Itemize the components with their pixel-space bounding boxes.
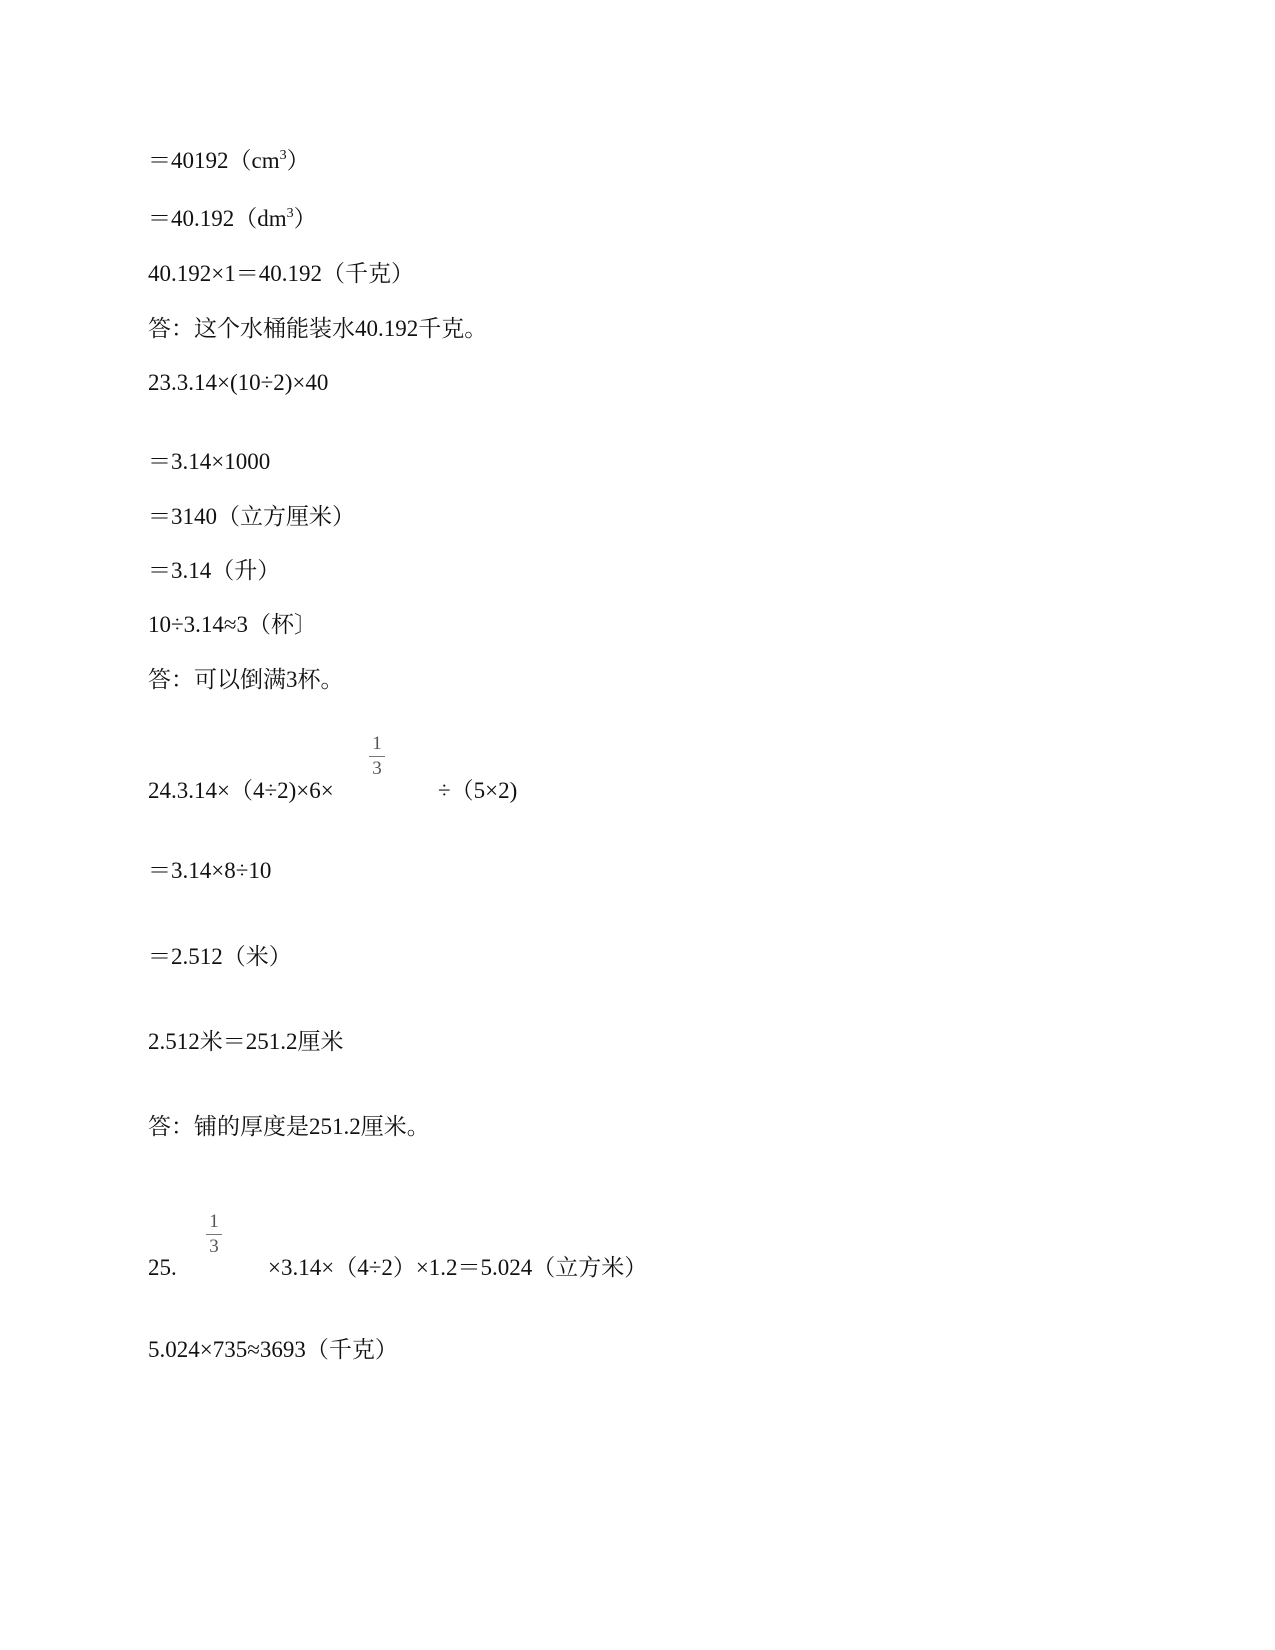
line-answer-24: 答：铺的厚度是251.2厘米。 [148,1114,430,1139]
fraction-denominator: 3 [209,1236,219,1257]
fraction-bar [206,1234,222,1235]
line-q24-step2: ＝2.512（米） [148,944,292,969]
fraction-bar [369,756,385,757]
line-mass-calc: 40.192×1＝40.192（千克） [148,261,414,286]
text: ＝40192（cm [148,148,280,173]
line-q23-step2: ＝3140（立方厘米） [148,504,355,529]
text: ＝40.192（dm [148,206,287,231]
fraction-denominator: 3 [372,758,382,779]
fraction-numerator: 1 [372,733,382,754]
superscript: 3 [279,148,287,163]
superscript: 3 [286,206,294,221]
text: ） [293,206,317,231]
line-q24-formula-part2: ÷（5×2) [438,778,518,803]
text: ） [286,148,310,173]
line-q25-mass: 5.024×735≈3693（千克） [148,1337,398,1362]
line-answer-23: 答：可以倒满3杯。 [148,667,344,692]
line-q24-step1: ＝3.14×8÷10 [148,858,272,883]
line-q25-formula: ×3.14×（4÷2）×1.2＝5.024（立方米） [268,1255,648,1280]
line-q23-formula: 23.3.14×(10÷2)×40 [148,370,329,395]
fraction-numerator: 1 [209,1211,219,1232]
fraction-one-third [206,1212,222,1257]
line-q23-step1: ＝3.14×1000 [148,449,271,474]
line-q24-formula-part1: 24.3.14×（4÷2)×6× [148,778,334,803]
fraction-one-third [369,734,385,779]
line-q23-step3: ＝3.14（升） [148,558,281,583]
line-q24-convert: 2.512米＝251.2厘米 [148,1029,344,1054]
line-volume-dm3 [148,204,317,234]
line-answer-22: 答：这个水桶能装水40.192千克。 [148,316,488,341]
line-q25-number: 25. [148,1255,177,1280]
line-volume-cm3 [148,146,310,176]
line-q23-cups: 10÷3.14≈3（杯〕 [148,612,317,637]
